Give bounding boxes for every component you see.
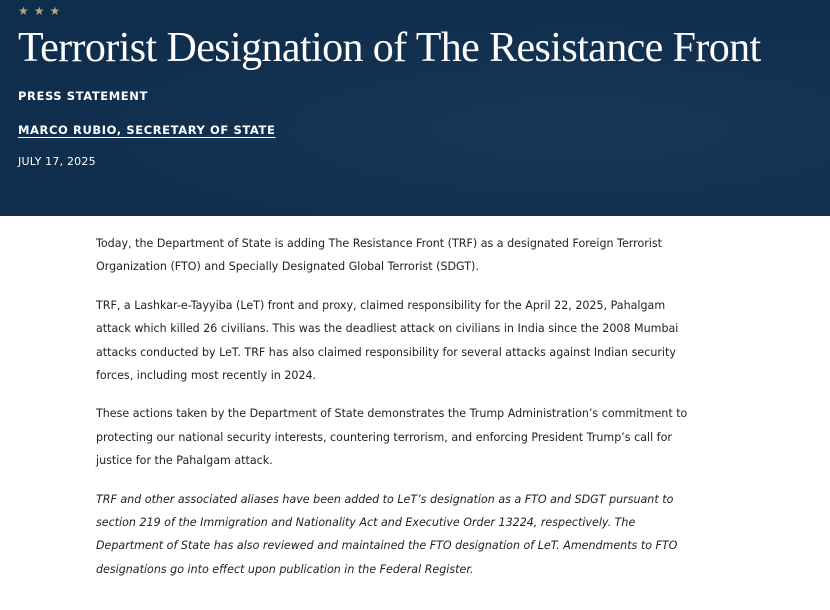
article-paragraph: These actions taken by the Department of State demonstrates the Trump Administration’s commitment to protecting our national security interests, countering terrorism, and enforcing President Trump’s call for justice for the Pahalgam attack. xyxy=(96,407,688,468)
publish-date: JULY 17, 2025 xyxy=(18,155,96,168)
article-paragraph: TRF, a Lashkar-e-Tayyiba (LeT) front and proxy, claimed responsibility for the April 22, 2025, Pahalgam attack which killed 26 civilians. This was the deadliest attack on civilians in India since the 2008 Mumbai attacks conducted by LeT. TRF has also claimed responsibility for several attacks against Indian security forces, including most recently in 2024. xyxy=(96,298,679,383)
stars-decoration xyxy=(18,4,63,18)
star-icon: ★ xyxy=(18,4,32,18)
page-header xyxy=(0,0,830,216)
article-body xyxy=(96,232,696,596)
article-paragraph: Today, the Department of State is adding The Resistance Front (TRF) as a designated Foreign Terrorist Organization (FTO) and Specially Designated Global Terrorist (SDGT). xyxy=(96,237,663,274)
star-icon: ★ xyxy=(33,4,48,18)
page-title: Terrorist Designation of The Resistance Front xyxy=(18,25,761,71)
author-link[interactable]: MARCO RUBIO, SECRETARY OF STATE xyxy=(18,123,276,137)
article-type: PRESS STATEMENT xyxy=(18,89,148,103)
star-icon: ★ xyxy=(49,4,64,18)
article-paragraph-italic: TRF and other associated aliases have been added to LeT’s designation as a FTO and SDGT pursuant to section 219 of the Immigration and Nationality Act and Executive Order 13224, respectively. The Department of State has also reviewed and maintained the FTO designation of LeT. Amendments to FTO designations go into effect upon publication in the Federal Register. xyxy=(96,492,678,576)
